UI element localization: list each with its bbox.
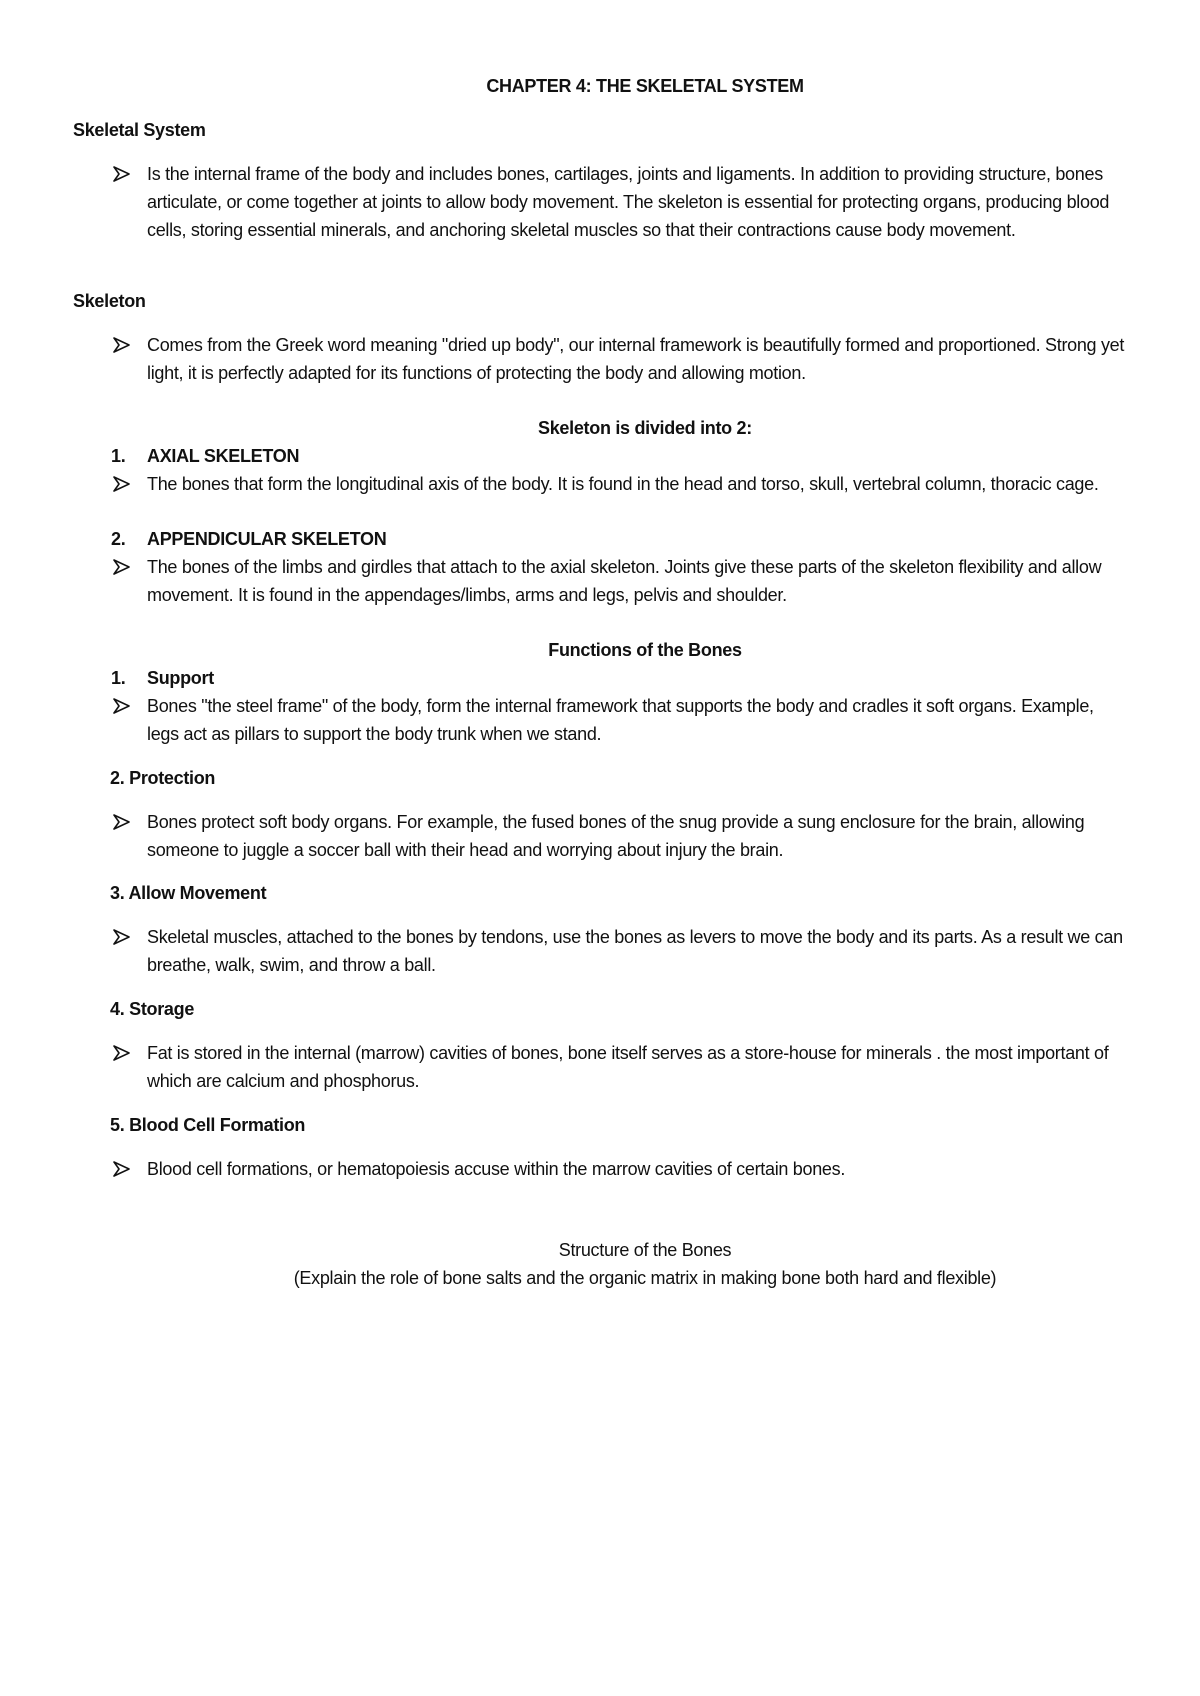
arrowhead-bullet-icon	[112, 1155, 132, 1183]
axial-skeleton-label: AXIAL SKELETON	[147, 446, 300, 466]
list-number: 1.	[111, 668, 126, 688]
arrowhead-bullet-icon	[112, 923, 132, 951]
support-label: Support	[147, 668, 214, 688]
arrowhead-bullet-icon	[112, 1039, 132, 1067]
blood-cell-formation-label: 5. Blood Cell Formation	[110, 1115, 306, 1135]
section-heading-divided: Skeleton is divided into 2:	[538, 418, 752, 438]
section-heading-functions: Functions of the Bones	[548, 640, 742, 660]
arrowhead-bullet-icon	[112, 470, 132, 498]
protection-label: 2. Protection	[110, 768, 216, 788]
support-description: Bones "the steel frame" of the body, form the internal framework that supports the body and cradles it soft organs. Example, legs act as pillars to support the body trunk when we stand.	[147, 696, 1094, 744]
structure-prompt: (Explain the role of bone salts and the organic matrix in making bone both hard and flexible)	[293, 1268, 997, 1288]
storage-label: 4. Storage	[110, 999, 195, 1019]
storage-description: Fat is stored in the internal (marrow) cavities of bones, bone itself serves as a store-house for minerals . the most important of which are calcium and phosphorus.	[147, 1043, 1109, 1091]
section-heading-structure: Structure of the Bones	[558, 1240, 732, 1260]
list-number: 2.	[111, 529, 126, 549]
section-heading-skeletal-system: Skeletal System	[73, 120, 206, 140]
axial-skeleton-description: The bones that form the longitudinal axis of the body. It is found in the head and torso, skull, vertebral column, thoracic cage.	[147, 474, 1099, 494]
list-number: 1.	[111, 446, 126, 466]
skeleton-definition: Comes from the Greek word meaning "dried up body", our internal framework is beautifully formed and proportioned. Strong yet light, it is perfectly adapted for its functions of protecting the body and allowing motion.	[147, 335, 1125, 383]
protection-description: Bones protect soft body organs. For example, the fused bones of the snug provide a sung enclosure for the brain, allowing someone to juggle a soccer ball with their head and worrying about injury the brain.	[147, 812, 1085, 860]
arrowhead-bullet-icon	[112, 692, 132, 720]
arrowhead-bullet-icon	[112, 331, 132, 359]
blood-cell-formation-description: Blood cell formations, or hematopoiesis accuse within the marrow cavities of certain bones.	[147, 1159, 846, 1179]
arrowhead-bullet-icon	[112, 553, 132, 581]
skeletal-system-definition: Is the internal frame of the body and includes bones, cartilages, joints and ligaments. In addition to providing structure, bones articulate, or come together at joints to allow body movement. The skeleton is essential for protecting organs, producing blood cells, storing essential minerals, and anchoring skeletal muscles so that their contractions cause body movement.	[147, 164, 1110, 240]
allow-movement-label: 3. Allow Movement	[110, 883, 267, 903]
section-heading-skeleton: Skeleton	[73, 291, 146, 311]
arrowhead-bullet-icon	[112, 160, 132, 188]
appendicular-skeleton-label: APPENDICULAR SKELETON	[147, 529, 387, 549]
allow-movement-description: Skeletal muscles, attached to the bones by tendons, use the bones as levers to move the body and its parts. As a result we can breathe, walk, swim, and throw a ball.	[147, 927, 1123, 975]
page-title: CHAPTER 4: THE SKELETAL SYSTEM	[486, 76, 804, 96]
appendicular-skeleton-description: The bones of the limbs and girdles that attach to the axial skeleton. Joints give these parts of the skeleton flexibility and allow movement. It is found in the appendages/limbs, arms and legs, pelvis and shoulder.	[147, 557, 1102, 605]
arrowhead-bullet-icon	[112, 808, 132, 836]
